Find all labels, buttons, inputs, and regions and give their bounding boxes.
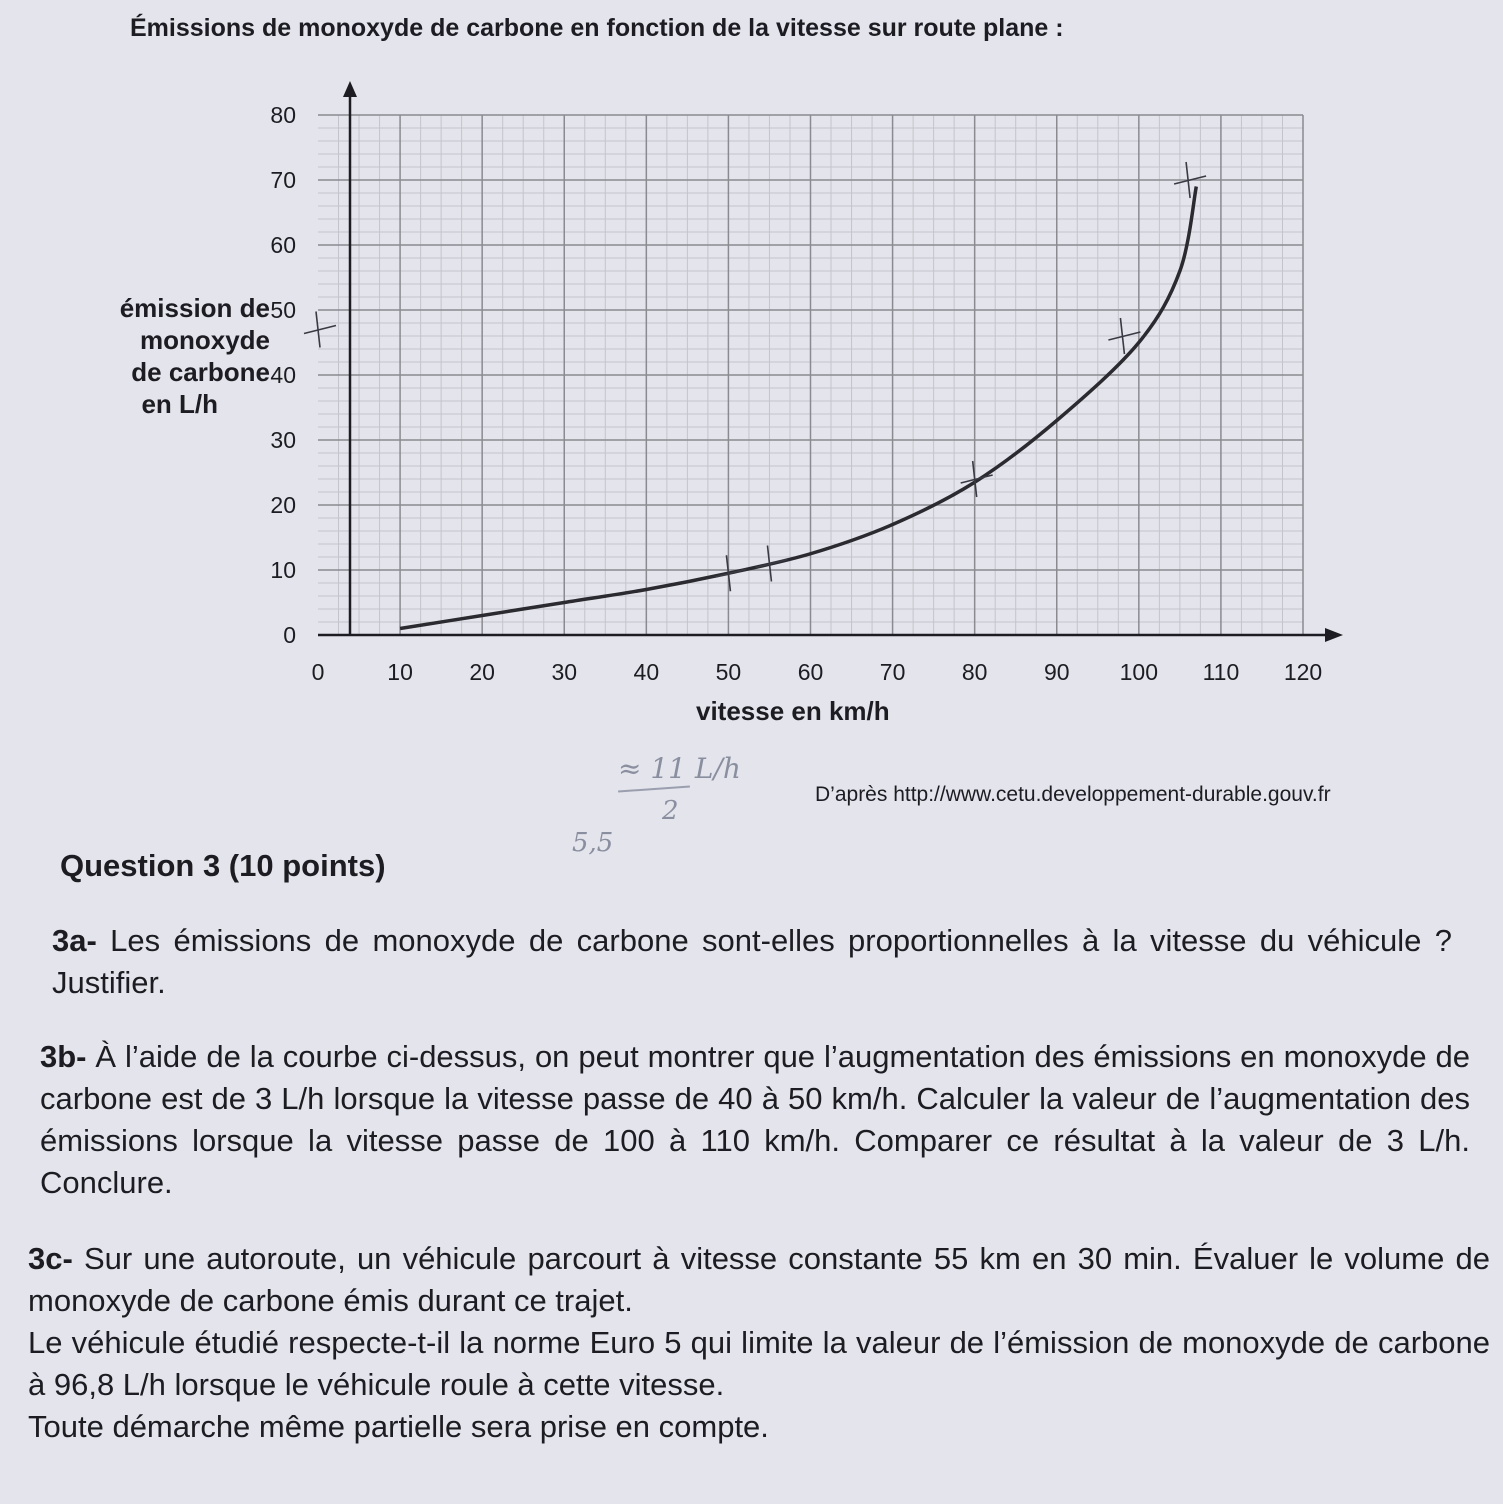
question-3c-part1 — [28, 1238, 1490, 1322]
y-tick-label: 40 — [270, 362, 296, 388]
y-tick-label: 70 — [270, 167, 296, 193]
x-tick-label: 20 — [469, 659, 495, 685]
y-axis-label-line: monoxyde — [139, 325, 270, 355]
y-tick-label: 10 — [270, 557, 296, 583]
question-3c-text: Sur une autoroute, un véhicule parcourt à vitesse constante 55 km en 30 min. Évaluer le volume de monoxyde de carbone émis durant ce trajet. — [28, 1241, 1490, 1318]
y-tick-label: 20 — [270, 492, 296, 518]
x-tick-label: 110 — [1202, 659, 1240, 685]
x-axis-arrow — [1325, 628, 1343, 642]
question-3a-text: Les émissions de monoxyde de carbone sont-elles proportionnelles à la vitesse du véhicule ? Justifier. — [52, 923, 1452, 1000]
question-3c-part2: Le véhicule étudié respecte-t-il la norme Euro 5 qui limite la valeur de l’émission de monoxyde de carbone à 96,8 L/h lorsque le véhicule roule à cette vitesse. — [28, 1325, 1490, 1402]
x-tick-label: 50 — [715, 659, 742, 685]
handwritten-approx: ≈ 11 L/h — [618, 752, 741, 785]
y-axis-label-line: de carbone — [131, 357, 270, 387]
question-3c-note: Toute démarche même partielle sera prise en compte. — [28, 1409, 769, 1444]
x-tick-label: 40 — [633, 659, 660, 685]
question-3b-text: À l’aide de la courbe ci-dessus, on peut montrer que l’augmentation des émissions en monoxyde de carbone est de 3 L/h lorsque la vitesse passe de 40 à 50 km/h. Calculer la valeur de l’augmentation des émissions lorsque la vitesse passe de 100 à 110 km/h. Comparer ce résultat à la valeur de 3 L/h. Conclure. — [40, 1039, 1470, 1200]
y-tick-label: 60 — [270, 232, 296, 258]
x-tick-label: 30 — [551, 659, 578, 685]
handwritten-result: 5,5 — [572, 828, 614, 858]
y-axis-arrow — [343, 81, 357, 97]
question-3b-label: 3b- — [40, 1039, 87, 1074]
y-tick-label: 0 — [283, 622, 296, 648]
y-axis-label-line: émission de — [119, 293, 270, 323]
y-axis-label-line: en L/h — [141, 389, 218, 419]
x-tick-label: 90 — [1043, 659, 1070, 685]
x-tick-label: 10 — [387, 659, 413, 685]
handwritten-fraction-bar — [618, 785, 690, 792]
question-3b — [40, 1036, 1470, 1204]
handwritten-denominator: 2 — [662, 796, 679, 826]
x-tick-label: 70 — [879, 659, 906, 685]
y-tick-label: 30 — [270, 427, 296, 453]
x-tick-label: 60 — [797, 659, 824, 685]
question-title: Question 3 (10 points) — [60, 848, 386, 883]
handwritten-mark — [304, 312, 336, 348]
x-tick-label: 80 — [961, 659, 988, 685]
document-title: Émissions de monoxyde de carbone en fonction de la vitesse sur route plane : — [130, 14, 1064, 42]
y-tick-label: 80 — [270, 102, 296, 128]
question-3c-label: 3c- — [28, 1241, 73, 1276]
x-axis-label: vitesse en km/h — [696, 696, 890, 726]
x-tick-label: 0 — [311, 659, 325, 685]
question-3c — [28, 1238, 1490, 1448]
handwritten-mark — [755, 546, 787, 582]
source-citation: D’après http://www.cetu.developpement-durable.gouv.fr — [815, 783, 1331, 806]
question-3a — [52, 920, 1452, 1004]
handwritten-mark — [714, 555, 746, 591]
x-tick-label: 120 — [1283, 659, 1323, 685]
y-tick-label: 50 — [270, 297, 296, 323]
x-tick-label: 100 — [1119, 659, 1159, 685]
y-axis-label — [60, 292, 270, 420]
question-3a-label: 3a- — [52, 923, 97, 958]
